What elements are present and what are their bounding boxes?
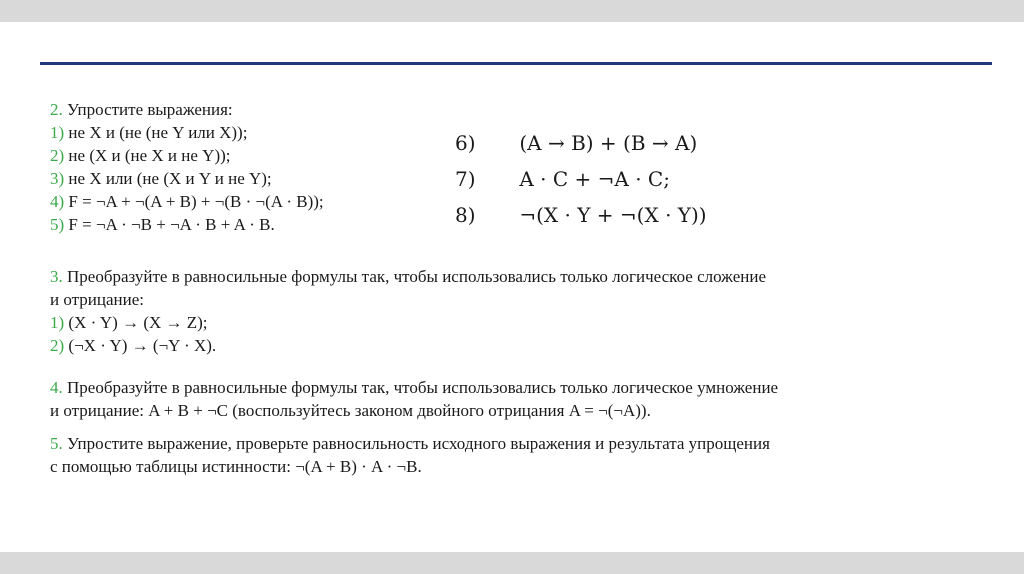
- task-2: [50, 98, 324, 236]
- task-number: 5.: [50, 434, 63, 453]
- list-item: [455, 197, 707, 233]
- task-4-line-1: [50, 376, 778, 399]
- list-item: [50, 334, 766, 357]
- item-number: 1): [50, 313, 65, 332]
- item-text: не (X и (не X и не Y));: [68, 146, 231, 165]
- item-text: не X и (не (не Y или X));: [68, 123, 248, 142]
- task-5: [50, 432, 770, 478]
- task-3: [50, 265, 766, 357]
- task-5-line-2: с помощью таблицы истинности: ¬(A + B) · A · ¬B.: [50, 457, 422, 476]
- header-rule: [40, 62, 992, 65]
- task-4: [50, 376, 778, 422]
- list-item: [455, 125, 707, 161]
- task-title: Упростите выражения:: [67, 100, 233, 119]
- item-number: 6): [455, 131, 476, 155]
- task-3-line-2: и отрицание:: [50, 290, 144, 309]
- task-text: Преобразуйте в равносильные формулы так, чтобы использовались только логическое сложение: [67, 267, 766, 286]
- task-2-extra-items: [455, 125, 707, 233]
- item-text: не X или (не (X и Y и не Y);: [68, 169, 272, 188]
- list-item: [455, 161, 707, 197]
- list-item: [50, 167, 324, 190]
- item-number: 2): [50, 146, 65, 165]
- item-text: (A → B) + (B → A): [519, 131, 698, 155]
- task-4-line-2: и отрицание: A + B + ¬C (воспользуйтесь законом двойного отрицания A = ¬(¬A)).: [50, 401, 651, 420]
- task-number: 2.: [50, 100, 63, 119]
- list-item: [50, 121, 324, 144]
- list-item: [50, 213, 324, 236]
- item-text: F = ¬A · ¬B + ¬A · B + A · B.: [68, 215, 275, 234]
- item-text: F = ¬A + ¬(A + B) + ¬(B · ¬(A · B));: [68, 192, 324, 211]
- item-number: 7): [455, 167, 476, 191]
- task-number: 4.: [50, 378, 63, 397]
- item-number: 3): [50, 169, 65, 188]
- item-number: 8): [455, 203, 476, 227]
- list-item: [50, 311, 766, 334]
- list-item: [50, 144, 324, 167]
- task-text: Преобразуйте в равносильные формулы так, чтобы использовались только логическое умножение: [67, 378, 779, 397]
- item-text: (¬X · Y) → (¬Y · X).: [68, 336, 217, 355]
- item-text: A · C + ¬A · C;: [519, 167, 670, 191]
- item-number: 2): [50, 336, 65, 355]
- task-5-line-1: [50, 432, 770, 455]
- task-number: 3.: [50, 267, 63, 286]
- item-text: ¬(X · Y + ¬(X · Y)): [519, 203, 707, 227]
- task-2-heading: [50, 98, 324, 121]
- task-3-line-1: [50, 265, 766, 288]
- item-text: (X · Y) → (X → Z);: [68, 313, 208, 332]
- slide: [0, 22, 1024, 552]
- item-number: 4): [50, 192, 65, 211]
- list-item: [50, 190, 324, 213]
- item-number: 1): [50, 123, 65, 142]
- task-text: Упростите выражение, проверьте равносильность исходного выражения и результата упрощения: [67, 434, 770, 453]
- item-number: 5): [50, 215, 65, 234]
